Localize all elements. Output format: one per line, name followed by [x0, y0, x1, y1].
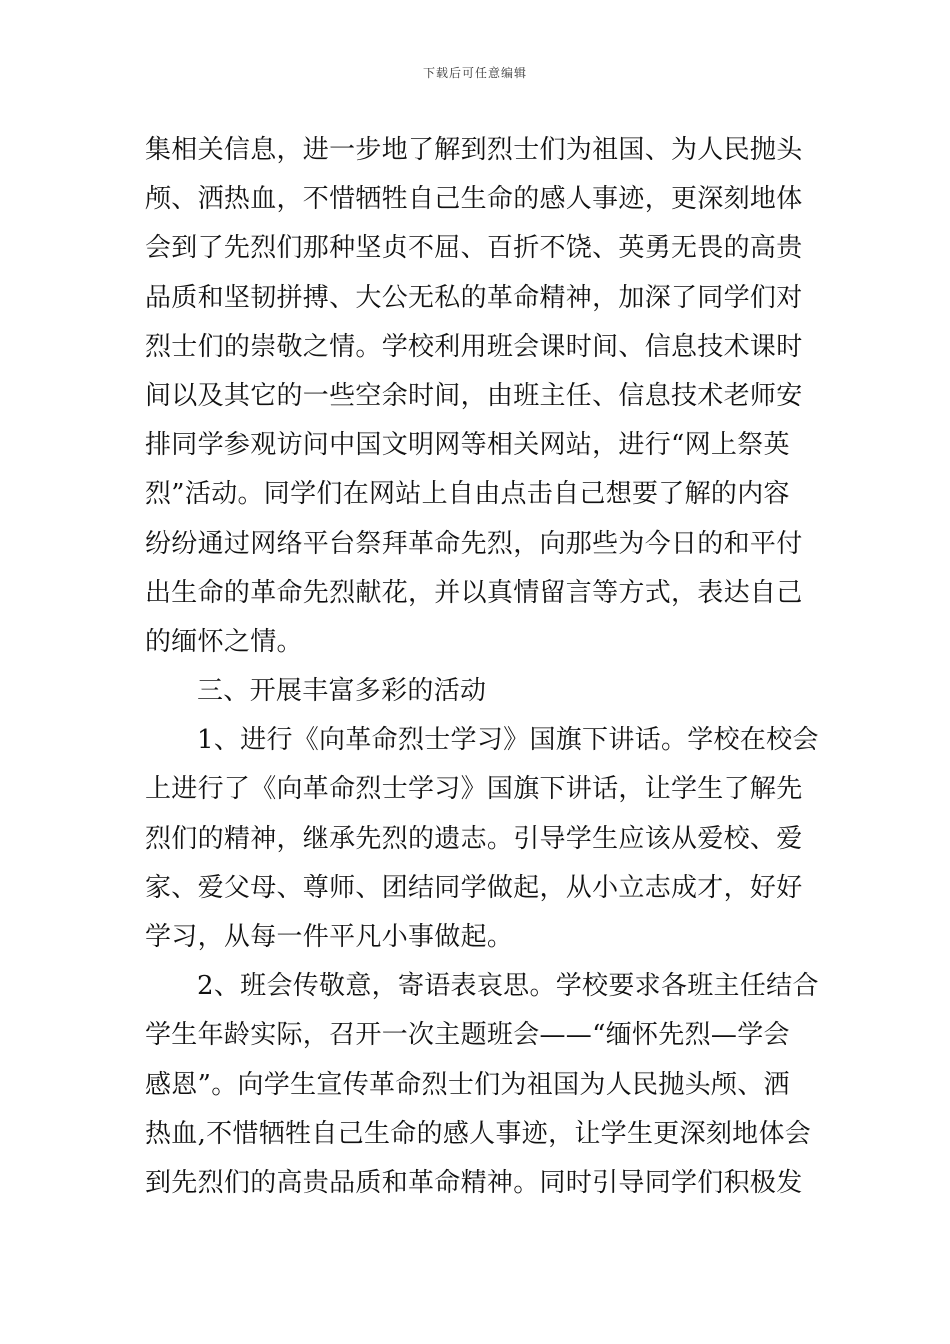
text-line: 家、爱父母、尊师、团结同学做起，从小立志成才，好好: [145, 872, 803, 903]
text-line: 2、班会传敬意，寄语表哀思。学校要求各班主任结合: [197, 971, 819, 1002]
text-line: 颅、洒热血，不惜牺牲自己生命的感人事迹，更深刻地体: [145, 184, 803, 215]
text-line: 学习，从每一件平凡小事做起。: [145, 922, 514, 952]
text-line: 学生年龄实际，召开一次主题班会——“缅怀先烈—学会: [145, 1020, 790, 1051]
section-heading: 三、开展丰富多彩的活动: [197, 676, 487, 707]
text-line: 烈”活动。同学们在网站上自由点击自己想要了解的内容: [145, 479, 790, 510]
text-line: 出生命的革命先烈献花，并以真情留言等方式，表达自己: [145, 577, 803, 608]
text-line: 排同学参观访问中国文明网等相关网站，进行“网上祭英: [145, 430, 790, 461]
document-body: [145, 126, 819, 1208]
text-line: 上进行了《向革命烈士学习》国旗下讲话，让学生了解先: [145, 774, 803, 805]
text-line: 的缅怀之情。: [145, 626, 303, 657]
text-line: 品质和坚韧拼搏、大公无私的革命精神，加深了同学们对: [145, 282, 803, 313]
text-line: 热血,不惜牺牲自己生命的感人事迹，让学生更深刻地体会: [145, 1118, 812, 1149]
text-line: 集相关信息，进一步地了解到烈士们为祖国、为人民抛头: [145, 135, 803, 165]
text-line: 纷纷通过网络平台祭拜革命先烈，向那些为今日的和平付: [145, 528, 803, 559]
text-line: 1、进行《向革命烈士学习》国旗下讲话。学校在校会: [197, 725, 819, 756]
text-line: 烈士们的崇敬之情。学校利用班会课时间、信息技术课时: [145, 331, 803, 362]
page-header: 下载后可任意编辑: [422, 66, 527, 80]
text-line: 感恩”。向学生宣传革命烈士们为祖国为人民抛头颅、洒: [145, 1069, 790, 1100]
text-line: 间以及其它的一些空余时间，由班主任、信息技术老师安: [145, 380, 803, 411]
text-line: 到先烈们的高贵品质和革命精神。同时引导同学们积极发: [145, 1167, 803, 1198]
text-line: 烈们的精神，继承先烈的遗志。引导学生应该从爱校、爱: [145, 823, 803, 854]
text-line: 会到了先烈们那种坚贞不屈、百折不饶、英勇无畏的高贵: [145, 233, 803, 264]
